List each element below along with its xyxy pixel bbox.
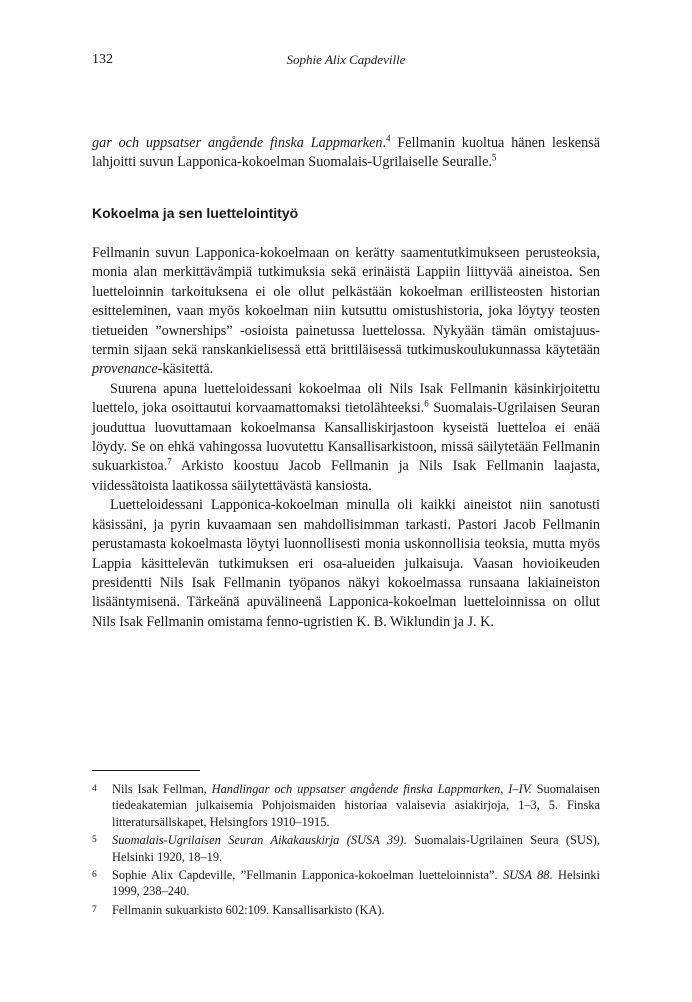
footnote-ref-5: 5 xyxy=(491,152,497,163)
footnote-number: 4 xyxy=(92,784,97,794)
section-heading: Kokoelma ja sen luettelointityö xyxy=(92,205,299,221)
footnote xyxy=(92,867,600,900)
footnote-ref-4: 4 xyxy=(386,133,391,144)
footnote-number: 6 xyxy=(92,870,97,881)
footnote-number: 5 xyxy=(92,835,97,846)
footnote xyxy=(92,832,600,865)
running-head xyxy=(92,52,600,74)
section-body xyxy=(92,244,600,632)
footnote-text: Fellmanin sukuarkisto 602:109. Kansallisarkisto (KA). xyxy=(112,902,385,917)
page-number: 132 xyxy=(92,52,113,67)
footnote-text: Sophie Alix Capdeville, ”Fellmanin Lapponica-kokoelman luetteloinnista”. SUSA 88. Helsinki 1999, 238–240. xyxy=(112,868,600,899)
paragraph-3: Luetteloidessani Lapponica-kokoelman minulla oli kaikki aineistot niin sanotusti käsissäni, ja pyrin kuvaamaan sen mahdollisimman tarkasti. Pastori Jacob Fellmanin perustamasta kokoelmasta löytyi luonnollisesti monia uskonnollisia teoksia, mutta myös Lappia käsittelevän tutkimuksen eri osa-alueiden julkaisuja. Vaasan hovioikeuden presidentti Nils Isak Fellmanin työpanos näkyi kokoelmassa runsaana lakiaineiston lisääntymisenä. Tärkeänä apuvälineenä Lapponica-kokoelman luetteloinnissa on ollut Nils Isak Fellmanin omistama fenno-ugristien K. B. Wiklundin ja J. K. xyxy=(92,497,600,630)
footnote xyxy=(92,902,600,918)
intro-title-italic: gar och uppsatser angående finska Lappmarken xyxy=(92,135,383,151)
paragraph-2: Suurena apuna luetteloidessani kokoelmaa oli Nils Isak Fellmanin käsinkirjoitettu luettelo, joka osoittautui korvaamattomaksi tietolähteeksi.$^6$ Suomalais-Ugrilaisen Seuran jouduttua luovuttamaan kokoelmansa Kansalliskirjastoon kyseistä luetteloa ei enää löydy. Se on ehkä vahingossa luovutettu Kansallisarkistoon, missä säilytetään Fellmanin sukuarkistoa.$^7$ Arkisto koostuu Jacob Fellmanin ja Nils Isak Fellmanin laajasta, viidessätoista laatikossa säilytettävästä kansiosta. xyxy=(92,380,600,494)
paragraph-1: Fellmanin suvun Lapponica-kokoelmaan on kerätty saamentutkimukseen perusteoksia, monia alan merkittävämpiä tutkimuksia sekä erinäistä Lappiin liittyvää aineistoa. Sen luetteloinnin tarkoituksena ei ole ollut pelkästään kokoelman erillisteosten historian esitteleminen, vaan myös kokoelman niin kutsuttu omistushistoria, joka löytyy teosten tietueiden ”ownerships” -osioista painetussa luettelossa. Nykyään tämän omistajuus-termin sijaan sekä ranskankielisessä että brittiläisessä tutkimuskoulukunnassa käytetään provenance-käsitettä. xyxy=(92,245,600,378)
footnote xyxy=(92,781,600,830)
footnote-number: 7 xyxy=(92,904,97,915)
intro-paragraph: gar och uppsatser angående finska Lappmarken.$^4$ Fellmanin kuoltua hänen leskensä lahjoitti suvun Lapponica-kokoelman Suomalais-Ugrilaiselle Seuralle.$^5$ xyxy=(92,133,601,171)
footnote-divider xyxy=(92,770,200,771)
footnote-ref-7: 7 xyxy=(167,456,172,467)
footnote-text: Suomalais-Ugrilaisen Seuran Aikakauskirja (SUSA 39). Suomalais-Ugrilainen Seura (SUS), Helsinki 1920, 18–19. xyxy=(112,833,600,864)
footnote-text: Nils Isak Fellman, Handlingar och uppsatser angående finska Lappmarken, I–IV. Suomalaisen tiedeakatemian julkaisemia Pohjoismaiden historiaa valaisevia asiakirjoja, 1–3, 5. Finska litteratursällskapet, Helsingfors 1910–1915. xyxy=(112,782,600,829)
footnotes xyxy=(92,781,600,920)
footnote-ref-6: 6 xyxy=(424,398,429,409)
running-title: Sophie Alix Capdeville xyxy=(286,52,406,67)
